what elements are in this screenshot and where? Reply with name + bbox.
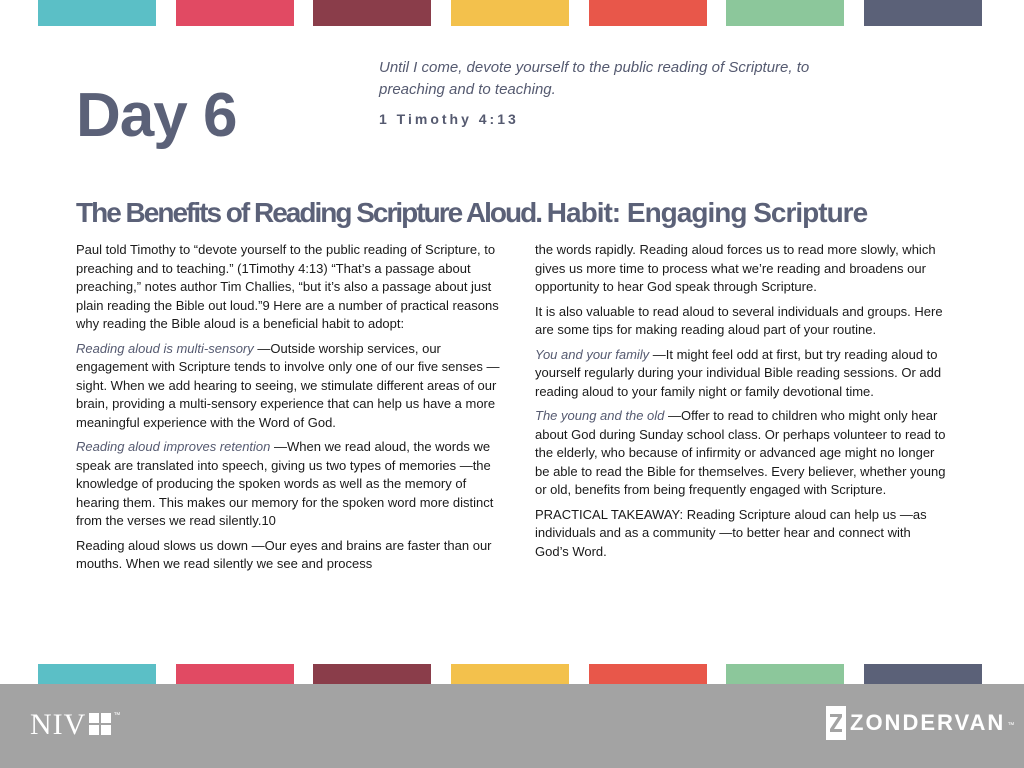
niv-logo-text: NIV [30,708,87,741]
scripture-quote: Until I come, devote yourself to the public reading of Scripture, to preaching and to teaching. [379,59,810,98]
color-bar [726,664,844,684]
color-bar [726,0,844,26]
color-bar [864,664,982,684]
niv-trademark: ™ [113,712,121,719]
heading-main: The Benefits of Reading Scripture Aloud. [76,197,542,228]
color-bar [38,664,156,684]
color-bar [38,0,156,26]
practical-takeaway: PRACTICAL TAKEAWAY: Reading Scripture aloud can help us —as individuals and as a community —to better hear and connect with God’s Word. [535,506,927,559]
color-bar [589,664,707,684]
paragraph-multi-sensory [76,340,508,433]
paragraph-groups: It is also valuable to read aloud to several individuals and groups. Here are some tips for making reading aloud part of your routine. [535,303,943,337]
heading-habit: Habit: Engaging Scripture [546,197,868,228]
color-bar [589,0,707,26]
paragraph-body: —Offer to read to children who might only hear about God during Sunday school class. Or perhaps volunteer to read to the elderly, who because of infirmity or advanced age might no longer be able to read the Bible for themselves. Every believer, whether young or old, benefits from being frequently engaged with Scripture. [535,408,946,497]
top-color-bars [38,0,982,26]
color-bar [864,0,982,26]
paragraph-lead: You and your family [535,346,650,362]
color-bar [313,0,431,26]
scripture-reference: 1 Timothy 4:13 [379,111,519,127]
paragraph-body: —It might feel odd at first, but try reading aloud to yourself regularly during your individual Bible reading sessions. Or add reading aloud to your family night or family devotional time. [535,346,942,399]
color-bar [451,0,569,26]
paragraph-body: —Outside worship services, our engagement with Scripture tends to involve only one of our five senses —sight. When we add hearing to seeing, we stimulate different areas of our brain, providing a multi-sensory experience that can help us have a more meaningful experience with the Word of God. [76,340,500,430]
paragraph-young-old [535,407,947,500]
zondervan-logo-text: ZONDERVAN [850,710,1006,735]
cross-icon [89,713,111,735]
paragraph-slows-down: Reading aloud slows us down —Our eyes and brains are faster than our mouths. When we read silently we see and process [76,537,492,571]
color-bar [176,0,294,26]
niv-logo [30,708,120,742]
zondervan-trademark: ™ [1007,721,1015,729]
paragraph-lead: Reading aloud improves retention [76,439,271,454]
section-heading [76,197,867,229]
paragraph-lead: The young and the old [535,408,665,423]
color-bar [313,664,431,684]
paragraph-retention [76,438,508,531]
paragraph-family [535,346,947,402]
footer-bar [0,684,1024,768]
zondervan-z-icon [826,706,846,740]
intro-paragraph: Paul told Timothy to “devote yourself to the public reading of Scripture, to preaching and to teaching.” (1Timothy 4:13) “That’s a passage about preaching,” notes author Tim Challies, “but it’s also a passage about just plain reading the Bible out loud.”9 Here are a number of practical reasons why reading the Bible aloud is a beneficial habit to adopt: [76,242,499,331]
paragraph-lead: Reading aloud is multi-sensory [76,340,254,356]
left-column [76,241,508,580]
zondervan-logo [826,706,1014,740]
day-title: Day 6 [76,81,237,150]
color-bar [176,664,294,684]
paragraph-body: —When we read aloud, the words we speak are translated into speech, giving us two types of memories —the knowledge of producing the spoken words as well as the memory of hearing them. This makes our memory for the spoken word more distinct from the verses we read silently.10 [76,439,494,528]
color-bar [451,664,569,684]
bottom-color-bars [38,664,982,684]
right-column [535,241,947,567]
paragraph-continued: the words rapidly. Reading aloud forces us to read more slowly, which gives us more time to process what we’re reading and broadens our opportunity to hear God speak through Scripture. [535,242,936,294]
